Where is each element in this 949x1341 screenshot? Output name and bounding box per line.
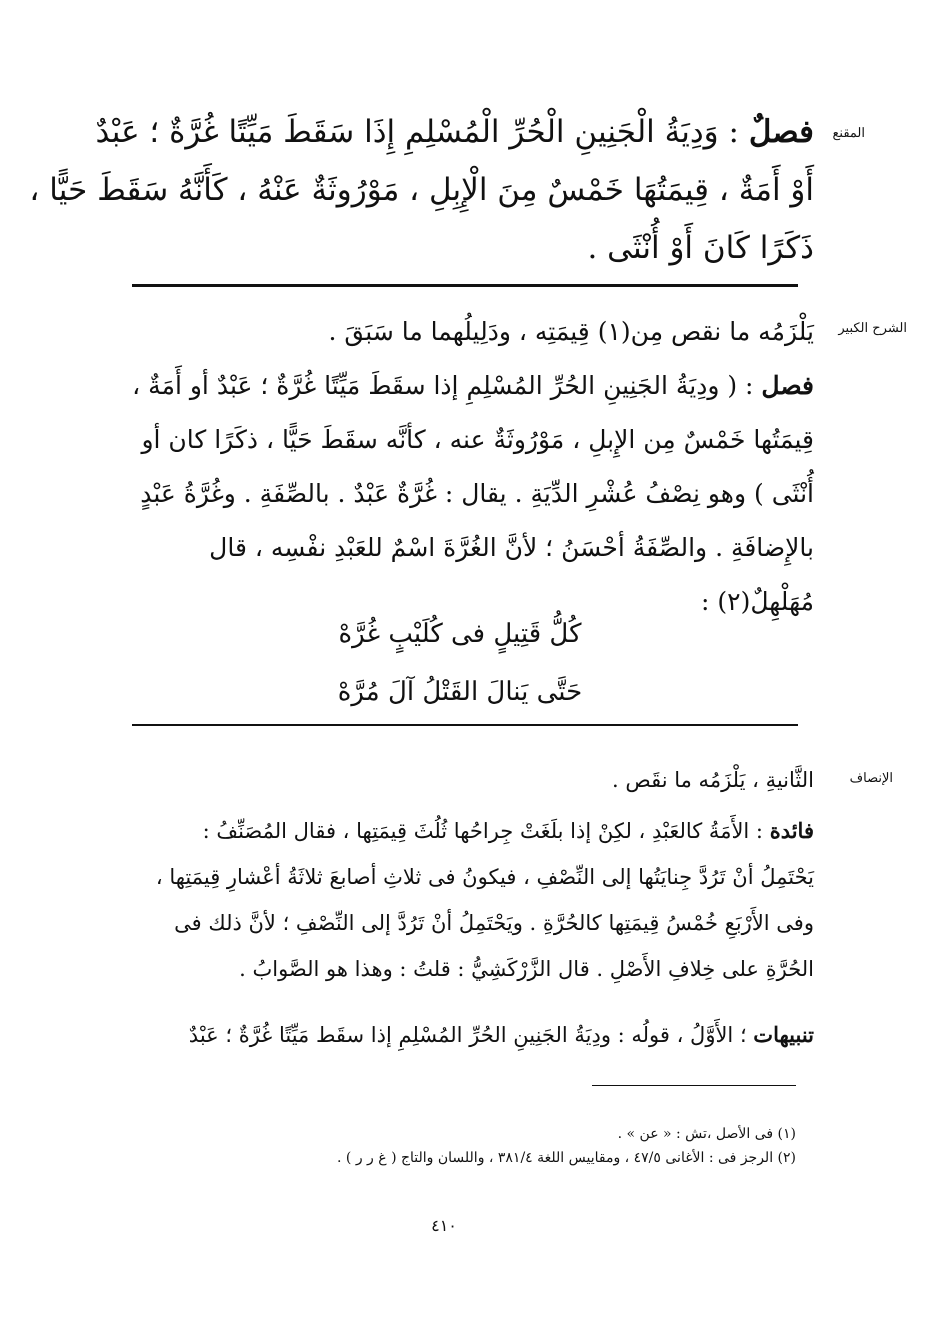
muqni-line-2: أَوْ أَمَةٌ ، قِيمَتُهَا خَمْسٌ مِنَ الْإِبِلِ ، مَوْرُوثَةٌ عَنْهُ ، كَأَنَّهُ سَقَطَ حَيًّا ، (29, 172, 814, 208)
footnote-divider (592, 1085, 796, 1086)
footnote-2: (٢) الرجز فى : الأغانى ٤٧/٥ ، ومقاييس اللغة ٣٨١/٤ ، واللسان والتاج ( غ ر ر ) . (337, 1150, 796, 1166)
insaf-p3-line-1: تنبيهات ؛ الأَوَّلُ ، قولُه : ودِيَةُ الجَنِينِ الحُرِّ المُسْلِمِ إذا سقَط مَيِّتًا غُرَّةٌ ؛ عَبْدٌ (188, 1022, 814, 1047)
insaf-label: الإنصاف (849, 771, 893, 786)
page-number: ٤١٠ (431, 1216, 457, 1235)
footnotes (124, 1122, 796, 1170)
sharh-line-2: فصل : ( ودِيَةُ الجَنِينِ الحُرِّ المُسْلِمِ إذا سقَطَ مَيِّتًا غُرَّةٌ ؛ عَبْدٌ أو أَمَةٌ ، (132, 371, 814, 400)
insaf-text-1 (124, 760, 814, 800)
sharh-heading: فصل (761, 371, 814, 400)
insaf-line-1: الثَّانيةِ ، يَلْزَمُه ما نقَص . (612, 768, 814, 792)
sharh-line-1: يَلْزَمُه ما نقص مِن(١) قِيمَتِه ، ودَلِيلُهما ما سَبَقَ . (328, 317, 814, 346)
insaf-p2-line-2: يَحْتَمِلُ أنْ تَرُدَّ جِنايَتُها إلى النِّصْفِ ، فيكونُ فى ثلاثِ أصابعَ ثلاثَةُ أعْشارِ قِيمَتِها ، (155, 865, 814, 889)
muqni-line-3: ذَكَرًا كَانَ أَوْ أُنْثَى . (587, 230, 814, 266)
muqni-line-1: فصلٌ : وَدِيَةُ الْجَنِينِ الْحُرِّ الْمُسْلِمِ إِذَا سَقَطَ مَيِّتًا غُرَّةٌ ؛ عَبْدٌ (95, 114, 814, 150)
insaf-p2-line-1: فائدة : الأَمَةُ كالعَبْدِ ، لكِنْ إذا بلَغَتْ جِراحُها ثُلُثَ قِيمَتِها ، فقال المُصَنِّفُ : (202, 818, 814, 843)
sharh-text (124, 305, 814, 629)
poem-verse-2: حَتَّى يَنالَ القَتْلُ آلَ مُرَّهْ (337, 677, 583, 707)
sharh-label: الشرح الكبير (838, 321, 907, 336)
sharh-line-5: بالإِضافَةِ . والصِّفَةُ أحْسَنُ ؛ لأنَّ الغُرَّةَ اسْمٌ للعَبْدِ نفْسِه ، قال (209, 533, 814, 562)
poem-verse-1: كُلُّ قَتِيلٍ فى كُلَيْبٍ غُرَّهْ (338, 619, 582, 649)
insaf-tanbihat-heading: تنبيهات (753, 1022, 814, 1047)
sharh-line-4: أُنْثَى ) وهو نِصْفُ عُشْرِ الدِّيَةِ . يقال : غُرَّةٌ عَبْدٌ . بالصِّفَةِ . وغُرَّةُ عَبْدٍ (140, 479, 814, 508)
sharh-line-6: مُهَلْهِلٌ(٢) : (701, 587, 814, 616)
section-divider-1 (132, 284, 798, 287)
insaf-paragraph-2 (124, 808, 814, 992)
muqni-heading: فصلٌ (748, 114, 814, 150)
muqni-text (29, 103, 814, 277)
insaf-faida-heading: فائدة (769, 818, 814, 843)
insaf-p2-line-4: الحُرَّةِ على خِلافِ الأَصْلِ . قال الزَّرْكَشِيُّ : قلتُ : وهذا هو الصَّوابُ . (239, 957, 814, 981)
muqni-label: المقنع (832, 126, 865, 141)
insaf-paragraph-3 (124, 1012, 814, 1058)
sharh-line-3: قِيمَتُها خَمْسٌ مِن الإِبلِ ، مَوْرُوثَةٌ عنه ، كأنَّه سقَطَ حَيًّا ، ذكَرًا كان أو (141, 425, 814, 454)
insaf-p2-line-3: وفى الأَرْبَعِ خُمْسُ قِيمَتِها كالحُرَّةِ . ويَحْتَمِلُ أنْ تَرُدَّ إلى النِّصْفِ ؛ لأنَّ ذلك فى (174, 911, 814, 935)
section-divider-2 (132, 724, 798, 726)
footnote-1: (١) فى الأصل ،تش : « عن » . (617, 1126, 796, 1142)
